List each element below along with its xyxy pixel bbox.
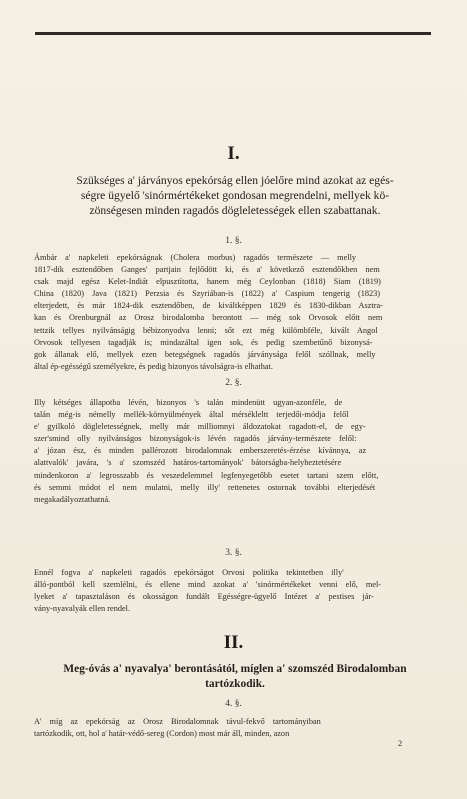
text-line: gok állanak elő, mellyek ezen betegségnek ragadós járványsága felől szóllnak, melly xyxy=(34,349,376,359)
page-number: 2 xyxy=(398,739,403,748)
text-line: megakadályoztathatná. xyxy=(34,494,111,504)
paragraph xyxy=(34,567,432,615)
text-line: által ép-egésségű személyekre, és pedig bizonyos távolságra-is elhathat. xyxy=(34,361,273,371)
top-rule xyxy=(35,32,431,35)
text-line: vány-nyavalyák ellen rendel. xyxy=(34,604,131,614)
heading-line: Szükséges a' járványos epekórság ellen jóelőre mind azokat az egés- xyxy=(76,174,394,187)
section-number: 1. §. xyxy=(225,236,242,246)
chapter-heading xyxy=(42,662,428,692)
paragraph xyxy=(34,252,432,373)
text-line: csak majd egész Kelet-Indiát elpusztította, hanem még Ceylonban (1818) Siam (1819) xyxy=(34,277,381,287)
text-line: talán még-is némelly mellék-környülmények által mérsékleltt terjedői-módja felől xyxy=(34,410,349,420)
text-line: 1817-dik esztendőben Ganges' partjain fejlődött ki, és a' következő esztendőkben nem xyxy=(34,265,380,275)
text-line: tartózkodik, ott, hol a' határ-védő-sereg (Cordon) most már áll, minden, azon xyxy=(34,729,290,739)
paragraph xyxy=(34,397,432,506)
heading-line: tartózkodik. xyxy=(205,678,265,690)
text-line: Ennél fogva a' napkeleti ragadós epekórságot Orvosi politika tekintetben illy' xyxy=(34,568,344,577)
text-line: alattvalók' javára, 's a' szomszéd határos-tartományok' bátorságba-helyheztetésére xyxy=(34,458,342,468)
text-line: A' míg az epekórság az Orosz Birodalomnak távul-fekvő tartományiban xyxy=(34,717,321,726)
heading-line: zönségesen minden ragadós dögleletességek ellen szabattanak. xyxy=(89,204,381,217)
section-number: 4. §. xyxy=(225,699,242,709)
text-line: Illy kétséges állapotba lévén, bizonyos 's talán mindenütt ugyan-azonféle, de xyxy=(34,398,343,407)
text-line: a' józan ész, és minden pallérozott birodalomnak emberszeretés-érzése kívánnya, az xyxy=(34,446,367,456)
text-line: Orvosok tellyesen tagadják is; mindazáltal igen sok, és pedig szembetűnő bizonysá- xyxy=(34,337,373,347)
text-line: lyeket a' tapasztaláson és okosságon fundált Egésségre-ügyelő Intézet a' pestises jár- xyxy=(34,592,374,602)
text-line: China (1820) Java (1821) Perzsia és Szyriában-is (1822) a' Caspium tengerig (1823) xyxy=(34,289,381,299)
heading-line: ségre ügyelő 'sinórmértékeket gondosan megrendelni, mellyek kö- xyxy=(80,189,390,202)
chapter-numeral: II. xyxy=(223,632,244,653)
text-line: elterjedett, és már 1824-dik esztendőben, de kiváltképpen 1829 és 1830-dikban Asztra- xyxy=(34,301,383,311)
section-number: 2. §. xyxy=(225,378,242,388)
chapter-heading xyxy=(42,173,428,218)
text-line: mindenkoron a' legrosszabb és veszedelemmel legfenyegetőbb esetet tartani szem előtt, xyxy=(34,470,379,480)
text-line: szer'smind olly nyilvánságos bizonyságok-is lévén ragadós járvány-természete felől: xyxy=(34,434,357,444)
text-line: és semmi módot el nem mulatni, melly illy' rettenetes ostornak további elterjedését xyxy=(34,482,376,492)
heading-line: Meg-óvás a' nyavalya' berontásától, míglen a' szomszéd Birodalomban xyxy=(63,663,407,675)
text-line: e' gyilkoló dögleletességnek, melly már milliomnyi áldozatokat ragadott-el, de egy- xyxy=(34,422,366,432)
text-line: kan és Orenburgnál az Orosz birodalomba berontott — még sok Orvosok előtt nem xyxy=(34,313,383,323)
paragraph xyxy=(34,716,432,740)
section-number: 3. §. xyxy=(225,548,242,558)
text-line: tettzik tellyes nyilvánságig bébizonyodva lenni; sőt ezt még külömbféle, kivált Angol xyxy=(34,325,378,335)
chapter-numeral: I. xyxy=(227,143,240,164)
text-line: álló-pontból kell szemlélni, és ellene mind azokat a' 'sinórmértékeket venni elő, mel- xyxy=(34,580,382,590)
text-line: Ámbár a' napkeleti epekórságnak (Cholera morbus) ragadós természete — melly xyxy=(34,253,357,262)
